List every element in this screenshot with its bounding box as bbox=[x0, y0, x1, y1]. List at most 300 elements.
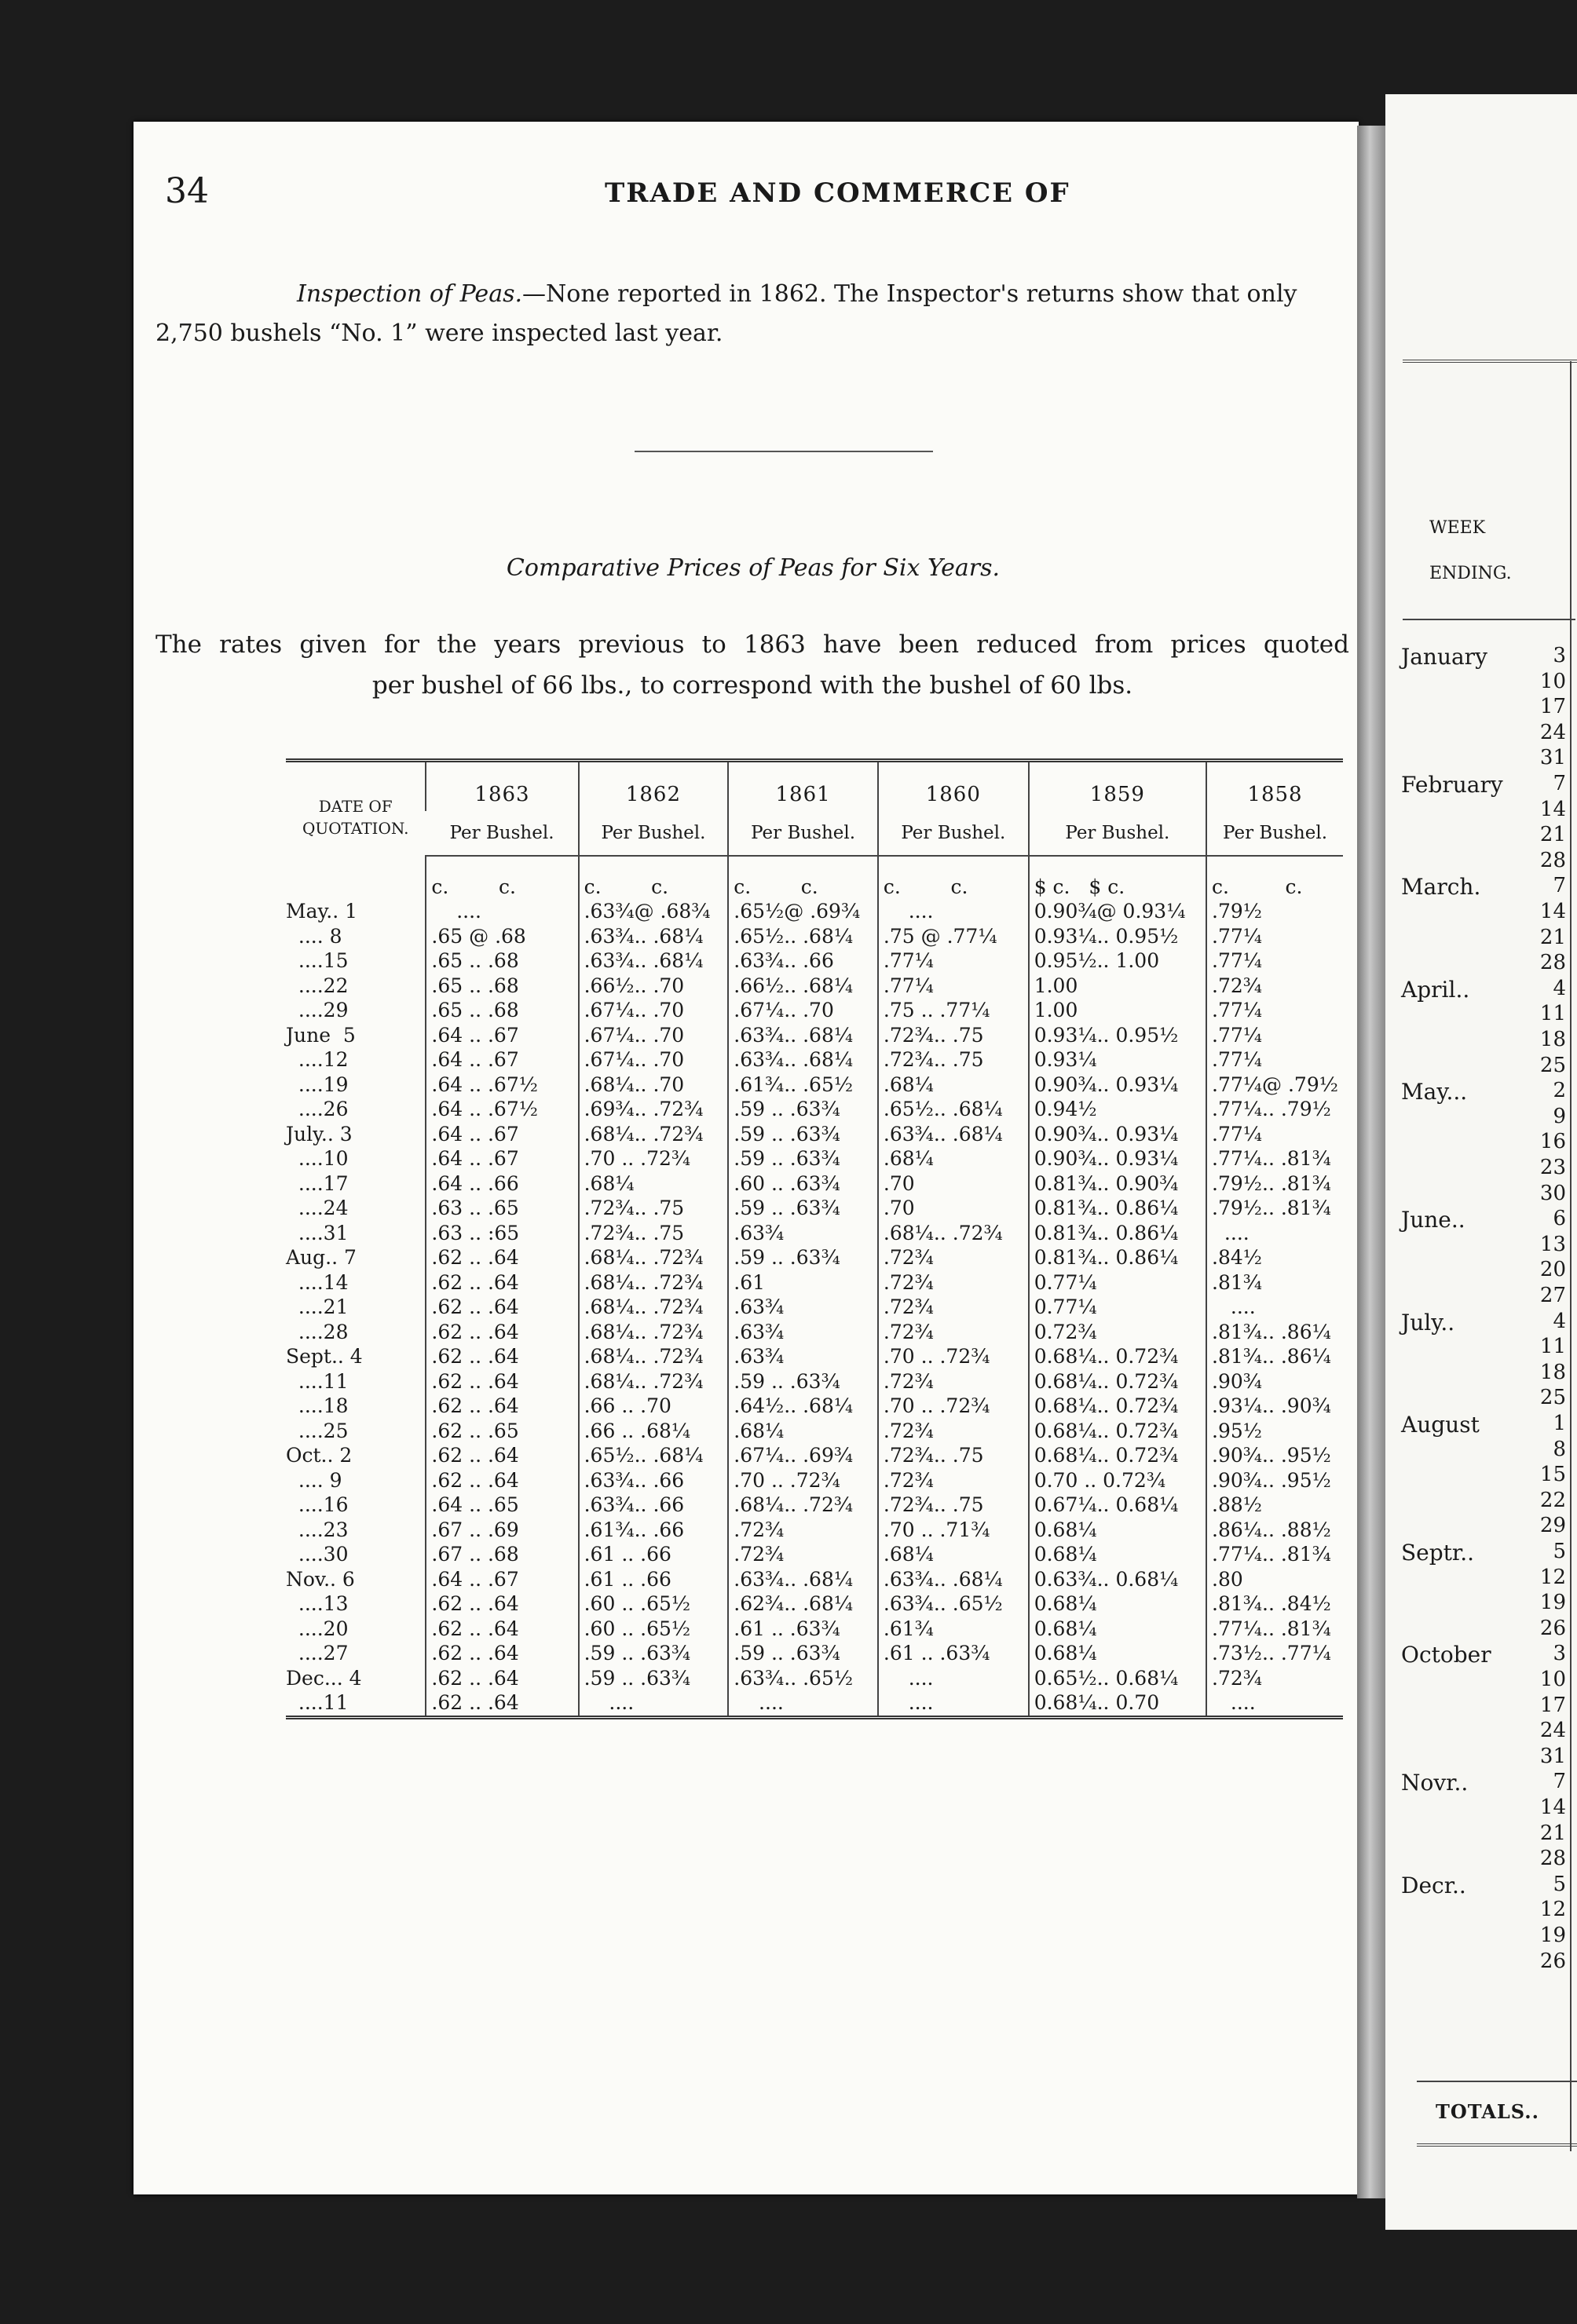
price-cell: .77¼.. .79½ bbox=[1206, 1097, 1343, 1122]
month-label: May... bbox=[1401, 1079, 1468, 1105]
price-cell: .... bbox=[1206, 1221, 1343, 1246]
table-row bbox=[286, 1047, 1343, 1072]
price-cell: 0.81¾.. 0.86¼ bbox=[1029, 1221, 1206, 1246]
price-cell: .68¼ bbox=[878, 1542, 1029, 1567]
price-cell: .... bbox=[1206, 1690, 1343, 1717]
week-day: 18 bbox=[1539, 1360, 1566, 1384]
price-cell: .65 @ .68 bbox=[426, 924, 578, 949]
price-cell: .59 .. .63¾ bbox=[728, 1369, 878, 1394]
week-day: 12 bbox=[1539, 1565, 1566, 1589]
price-cell: .63 .. :65 bbox=[426, 1221, 578, 1246]
per-bushel-header: Per Bushel. bbox=[1206, 811, 1343, 856]
week-day: 3 bbox=[1553, 644, 1566, 667]
week-day: 14 bbox=[1539, 1796, 1566, 1819]
price-cell: .64½.. .68¼ bbox=[728, 1394, 878, 1419]
week-day: 7 bbox=[1553, 1770, 1566, 1794]
price-cell: 0.68¼ bbox=[1029, 1641, 1206, 1666]
table-row bbox=[286, 1518, 1343, 1543]
per-bushel-header: Per Bushel. bbox=[878, 811, 1029, 856]
week-day: 25 bbox=[1539, 1386, 1566, 1410]
date-cell: Sept.. 4 bbox=[286, 1345, 363, 1368]
table-row bbox=[286, 1245, 1343, 1270]
week-day: 7 bbox=[1553, 874, 1566, 898]
date-cell: ....21 bbox=[286, 1295, 349, 1318]
price-cell: 1.00 bbox=[1029, 974, 1206, 999]
price-cell: .68¼.. .72¾ bbox=[728, 1493, 878, 1518]
date-header bbox=[286, 761, 426, 857]
price-cell: 0.68¼ bbox=[1029, 1591, 1206, 1617]
week-day: 28 bbox=[1539, 848, 1566, 872]
price-cell: .62 .. .64 bbox=[426, 1641, 578, 1666]
price-cell: 0.90¾.. 0.93¼ bbox=[1029, 1072, 1206, 1098]
table-row bbox=[286, 1320, 1343, 1345]
year-header: 1860 bbox=[878, 761, 1029, 812]
price-cell: .... bbox=[426, 899, 578, 924]
table-row bbox=[286, 974, 1343, 999]
month-label: March. bbox=[1401, 874, 1481, 901]
price-cell: .86¼.. .88½ bbox=[1206, 1518, 1343, 1543]
price-cell: 0.68¼.. 0.72¾ bbox=[1029, 1394, 1206, 1419]
price-cell: .64 .. .67 bbox=[426, 1122, 578, 1147]
price-cell: 0.93¼ bbox=[1029, 1047, 1206, 1072]
price-cell: .68¼.. .72¾ bbox=[878, 1221, 1029, 1246]
week-day: 19 bbox=[1539, 1591, 1566, 1615]
price-cell: 0.68¼ bbox=[1029, 1617, 1206, 1642]
price-cell: .63¾.. .66 bbox=[728, 948, 878, 974]
table-row bbox=[286, 1666, 1343, 1691]
date-cell: ....17 bbox=[286, 1171, 349, 1195]
price-cell: .64 .. .65 bbox=[426, 1493, 578, 1518]
week-day: 6 bbox=[1553, 1207, 1566, 1231]
price-cell: .63¾ bbox=[728, 1295, 878, 1320]
date-cell: ....24 bbox=[286, 1197, 349, 1219]
table-row bbox=[286, 1443, 1343, 1468]
week-day: 7 bbox=[1553, 772, 1566, 795]
week-day: 15 bbox=[1539, 1463, 1566, 1487]
price-cell: .63¾ bbox=[728, 1344, 878, 1369]
table-row bbox=[286, 1567, 1343, 1592]
week-day: 26 bbox=[1539, 1616, 1566, 1640]
week-day: 17 bbox=[1539, 1693, 1566, 1717]
week-day: 19 bbox=[1539, 1924, 1566, 1947]
price-cell: .65½@ .69¾ bbox=[728, 899, 878, 924]
week-day: 21 bbox=[1539, 823, 1566, 847]
price-cell: .70 .. .72¾ bbox=[878, 1344, 1029, 1369]
price-cell: .69¾.. .72¾ bbox=[579, 1097, 729, 1122]
table-row bbox=[286, 998, 1343, 1023]
week-day: 23 bbox=[1539, 1156, 1566, 1179]
week-day: 18 bbox=[1539, 1028, 1566, 1051]
price-cell: .77¼@ .79½ bbox=[1206, 1072, 1343, 1098]
date-cell: ....12 bbox=[286, 1048, 349, 1071]
price-cell: .61 .. .66 bbox=[579, 1567, 729, 1592]
price-cell: 0.81¾.. 0.86¼ bbox=[1029, 1196, 1206, 1221]
price-cell: .62 .. .64 bbox=[426, 1690, 578, 1717]
price-cell: .79½.. .81¾ bbox=[1206, 1196, 1343, 1221]
week-day: 21 bbox=[1539, 1821, 1566, 1845]
week-day: 1 bbox=[1553, 1412, 1566, 1435]
price-cell: 0.90¾.. 0.93¼ bbox=[1029, 1146, 1206, 1171]
price-cell: .77¼ bbox=[1206, 1047, 1343, 1072]
week-day: 28 bbox=[1539, 1847, 1566, 1871]
price-cell: .62 .. .64 bbox=[426, 1320, 578, 1345]
week-day: 4 bbox=[1553, 1309, 1566, 1333]
units-cell: c. c. bbox=[579, 856, 729, 899]
price-cell: .62¾.. .68¼ bbox=[728, 1591, 878, 1617]
week-day: 8 bbox=[1553, 1437, 1566, 1461]
date-cell: ....29 bbox=[286, 999, 349, 1021]
price-cell: .63¾.. .68¼ bbox=[728, 1567, 878, 1592]
price-cell: 0.95½.. 1.00 bbox=[1029, 948, 1206, 974]
table-title: Comparative Prices of Peas for Six Years. bbox=[506, 554, 1001, 582]
price-cell: 0.67¼.. 0.68¼ bbox=[1029, 1493, 1206, 1518]
week-day: 2 bbox=[1553, 1079, 1566, 1103]
price-cell: .62 .. .64 bbox=[426, 1617, 578, 1642]
price-cell: .63¾.. .68¼ bbox=[728, 1023, 878, 1048]
price-cell: 0.93¼.. 0.95½ bbox=[1029, 1023, 1206, 1048]
price-cell: .68¼ bbox=[728, 1419, 878, 1444]
price-cell: .63¾.. .65½ bbox=[878, 1591, 1029, 1617]
facing-column-rule bbox=[1570, 361, 1572, 2151]
price-cell: .63 .. .65 bbox=[426, 1196, 578, 1221]
price-cell: .65½.. .68¼ bbox=[878, 1097, 1029, 1122]
price-cell: .64 .. .67½ bbox=[426, 1097, 578, 1122]
week-day: 20 bbox=[1539, 1258, 1566, 1282]
price-cell: .64 .. .67½ bbox=[426, 1072, 578, 1098]
date-cell: ....19 bbox=[286, 1072, 349, 1096]
price-cell: .63¾.. .68¼ bbox=[878, 1122, 1029, 1147]
table-row bbox=[286, 948, 1343, 974]
price-cell: .62 .. .64 bbox=[426, 1394, 578, 1419]
table-row bbox=[286, 1617, 1343, 1642]
week-day: 28 bbox=[1539, 951, 1566, 975]
price-cell: .70 .. .71¾ bbox=[878, 1518, 1029, 1543]
price-cell: .62 .. .65 bbox=[426, 1419, 578, 1444]
date-cell: ....30 bbox=[286, 1543, 349, 1566]
facing-page bbox=[1385, 94, 1577, 2230]
date-cell: ....22 bbox=[286, 974, 349, 997]
month-label: October bbox=[1401, 1642, 1491, 1668]
price-cell: .70 bbox=[878, 1171, 1029, 1197]
table-row bbox=[286, 1023, 1343, 1048]
price-cell: .68¼.. .72¾ bbox=[579, 1344, 729, 1369]
table-row bbox=[286, 1690, 1343, 1717]
month-label: Septr.. bbox=[1401, 1540, 1475, 1566]
price-cell: .90¾ bbox=[1206, 1369, 1343, 1394]
price-cell: .77¼ bbox=[1206, 1122, 1343, 1147]
price-cell: .63¾.. .66 bbox=[579, 1493, 729, 1518]
month-label: June.. bbox=[1401, 1207, 1465, 1233]
week-day: 21 bbox=[1539, 925, 1566, 949]
year-header: 1858 bbox=[1206, 761, 1343, 812]
price-cell: .77¼ bbox=[878, 974, 1029, 999]
price-cell: 0.68¼ bbox=[1029, 1542, 1206, 1567]
price-cell: .63¾.. .68¼ bbox=[579, 924, 729, 949]
price-cell: .66½.. .70 bbox=[579, 974, 729, 999]
price-cell: 0.94½ bbox=[1029, 1097, 1206, 1122]
price-cell: .59 .. .63¾ bbox=[728, 1196, 878, 1221]
date-cell: ....31 bbox=[286, 1221, 349, 1244]
price-cell: 0.68¼.. 0.70 bbox=[1029, 1690, 1206, 1717]
year-header: 1862 bbox=[579, 761, 729, 812]
price-cell: .62 .. .64 bbox=[426, 1468, 578, 1493]
price-cell: .60 .. .65½ bbox=[579, 1617, 729, 1642]
price-cell: .70 .. .72¾ bbox=[728, 1468, 878, 1493]
date-cell: ....14 bbox=[286, 1270, 349, 1294]
price-cell: .72¾ bbox=[728, 1518, 878, 1543]
price-cell: .79½ bbox=[1206, 899, 1343, 924]
price-cell: .68¼.. .72¾ bbox=[579, 1320, 729, 1345]
price-cell: .90¾.. .95½ bbox=[1206, 1443, 1343, 1468]
price-cell: .68¼ bbox=[579, 1171, 729, 1197]
inspection-text: —None reported in 1862. The Inspector's returns show that only 2,750 bushels “No. 1” were inspected last year. bbox=[156, 280, 1297, 347]
price-cell: .70 .. .72¾ bbox=[878, 1394, 1029, 1419]
price-cell: .72¾ bbox=[1206, 974, 1343, 999]
price-cell: 0.68¼.. 0.72¾ bbox=[1029, 1344, 1206, 1369]
price-cell: .77¼.. .81¾ bbox=[1206, 1542, 1343, 1567]
table-row bbox=[286, 1344, 1343, 1369]
price-cell: .67¼.. .70 bbox=[579, 1047, 729, 1072]
units-row bbox=[286, 856, 1343, 899]
ending-header: ENDING. bbox=[1429, 564, 1512, 583]
week-day: 4 bbox=[1553, 976, 1566, 1000]
per-bushel-header: Per Bushel. bbox=[579, 811, 729, 856]
price-cell: 0.68¼.. 0.72¾ bbox=[1029, 1443, 1206, 1468]
week-day: 30 bbox=[1539, 1181, 1566, 1205]
date-cell: ....27 bbox=[286, 1642, 349, 1664]
price-cell: 0.70 .. 0.72¾ bbox=[1029, 1468, 1206, 1493]
table-row bbox=[286, 899, 1343, 924]
month-label: Novr.. bbox=[1401, 1770, 1469, 1796]
per-bushel-header: Per Bushel. bbox=[1029, 811, 1206, 856]
price-cell: .68¼.. .70 bbox=[579, 1072, 729, 1098]
week-day: 11 bbox=[1539, 1002, 1566, 1026]
intro-line-1: The rates given for the years previous to 1863 have been reduced from prices quoted bbox=[156, 630, 1349, 659]
units-cell: c. c. bbox=[426, 856, 578, 899]
year-header: 1861 bbox=[728, 761, 878, 812]
table-row bbox=[286, 1493, 1343, 1518]
prices-table bbox=[286, 758, 1343, 1719]
week-day: 29 bbox=[1539, 1514, 1566, 1538]
price-cell: .66 .. .68¼ bbox=[579, 1419, 729, 1444]
week-day: 17 bbox=[1539, 695, 1566, 719]
week-day: 26 bbox=[1539, 1949, 1566, 1973]
week-day: 5 bbox=[1553, 1872, 1566, 1896]
week-day: 3 bbox=[1553, 1642, 1566, 1666]
table-title-wrap bbox=[0, 554, 1577, 582]
price-cell: .84½ bbox=[1206, 1245, 1343, 1270]
date-cell: ....10 bbox=[286, 1147, 349, 1170]
week-day: 9 bbox=[1553, 1104, 1566, 1128]
price-cell: .95½ bbox=[1206, 1419, 1343, 1444]
price-cell: .77¼ bbox=[878, 948, 1029, 974]
week-day: 10 bbox=[1539, 669, 1566, 693]
price-cell: .68¼ bbox=[878, 1146, 1029, 1171]
price-cell: .77¼ bbox=[1206, 948, 1343, 974]
table-row bbox=[286, 1394, 1343, 1419]
table-row bbox=[286, 1369, 1343, 1394]
price-cell: .67¼.. .70 bbox=[728, 998, 878, 1023]
date-cell: June 5 bbox=[286, 1023, 356, 1047]
running-head: TRADE AND COMMERCE OF bbox=[605, 177, 1070, 209]
price-cell: .72¾ bbox=[878, 1468, 1029, 1493]
price-cell: .... bbox=[1206, 1295, 1343, 1320]
date-cell: Nov.. 6 bbox=[286, 1567, 355, 1591]
date-cell: ....23 bbox=[286, 1518, 349, 1541]
price-cell: .65½.. .68¼ bbox=[728, 924, 878, 949]
intro-line-2: per bushel of 66 lbs., to correspond with the bushel of 60 lbs. bbox=[371, 671, 1133, 700]
section-divider bbox=[635, 451, 933, 452]
price-cell: .66½.. .68¼ bbox=[728, 974, 878, 999]
price-cell: .... bbox=[878, 899, 1029, 924]
price-cell: .59 .. .63¾ bbox=[728, 1641, 878, 1666]
week-day: 24 bbox=[1539, 1719, 1566, 1743]
month-label: January bbox=[1401, 644, 1487, 670]
price-cell: .68¼.. .72¾ bbox=[579, 1270, 729, 1295]
price-cell: .72¾ bbox=[878, 1419, 1029, 1444]
price-cell: .68¼.. .72¾ bbox=[579, 1295, 729, 1320]
price-cell: .73½.. .77¼ bbox=[1206, 1641, 1343, 1666]
price-cell: .62 .. .64 bbox=[426, 1666, 578, 1691]
week-day: 27 bbox=[1539, 1284, 1566, 1307]
table-row bbox=[286, 1171, 1343, 1197]
table-row bbox=[286, 1295, 1343, 1320]
week-day: 5 bbox=[1553, 1540, 1566, 1563]
date-cell: ....25 bbox=[286, 1419, 349, 1442]
date-cell: Oct.. 2 bbox=[286, 1444, 353, 1467]
intro-paragraph bbox=[156, 624, 1349, 706]
units-cell: c. c. bbox=[1206, 856, 1343, 899]
price-cell: .61 .. .63¾ bbox=[878, 1641, 1029, 1666]
table-row bbox=[286, 1221, 1343, 1246]
price-cell: .72¾ bbox=[878, 1295, 1029, 1320]
price-cell: .59 .. .63¾ bbox=[728, 1146, 878, 1171]
price-cell: 0.63¾.. 0.68¼ bbox=[1029, 1567, 1206, 1592]
price-cell: .63¾@ .68¾ bbox=[579, 899, 729, 924]
facing-top-rule bbox=[1403, 360, 1577, 363]
price-cell: .64 .. .67 bbox=[426, 1047, 578, 1072]
price-cell: .62 .. .64 bbox=[426, 1369, 578, 1394]
price-cell: .62 .. .64 bbox=[426, 1443, 578, 1468]
date-cell: July.. 3 bbox=[286, 1122, 353, 1146]
table-row bbox=[286, 924, 1343, 949]
price-cell: .64 .. .67 bbox=[426, 1023, 578, 1048]
price-cell: 0.68¼ bbox=[1029, 1518, 1206, 1543]
price-cell: .77¼ bbox=[1206, 924, 1343, 949]
date-cell: Aug.. 7 bbox=[286, 1246, 357, 1269]
price-cell: .65½.. .68¼ bbox=[579, 1443, 729, 1468]
table-row bbox=[286, 1641, 1343, 1666]
date-header-line-1: DATE OF bbox=[318, 797, 393, 816]
price-cell: .60 .. .63¾ bbox=[728, 1171, 878, 1197]
price-cell: .63¾.. .68¼ bbox=[878, 1567, 1029, 1592]
price-cell: .... bbox=[878, 1666, 1029, 1691]
price-cell: .93¼.. .90¾ bbox=[1206, 1394, 1343, 1419]
facing-bottom-double-rule bbox=[1417, 2143, 1577, 2147]
price-cell: .72¾ bbox=[1206, 1666, 1343, 1691]
price-cell: 0.77¼ bbox=[1029, 1295, 1206, 1320]
price-cell: .67 .. .68 bbox=[426, 1542, 578, 1567]
price-cell: .67 .. .69 bbox=[426, 1518, 578, 1543]
price-cell: .63¾.. .65½ bbox=[728, 1666, 878, 1691]
price-cell: .70 bbox=[878, 1196, 1029, 1221]
units-cell: c. c. bbox=[878, 856, 1029, 899]
price-cell: .... bbox=[579, 1690, 729, 1717]
price-cell: .72¾ bbox=[878, 1245, 1029, 1270]
facing-bottom-rule bbox=[1417, 2081, 1577, 2082]
date-cell: ....20 bbox=[286, 1617, 349, 1640]
date-cell: ....16 bbox=[286, 1493, 349, 1516]
month-label: April.. bbox=[1401, 976, 1470, 1003]
price-cell: .63¾ bbox=[728, 1320, 878, 1345]
price-cell: 0.81¾.. 0.90¾ bbox=[1029, 1171, 1206, 1197]
price-cell: .81¾ bbox=[1206, 1270, 1343, 1295]
date-cell: .... 8 bbox=[286, 924, 342, 948]
price-cell: 0.93¼.. 0.95½ bbox=[1029, 924, 1206, 949]
price-cell: .... bbox=[728, 1690, 878, 1717]
table-row bbox=[286, 1097, 1343, 1122]
price-cell: .70 .. .72¾ bbox=[579, 1146, 729, 1171]
price-cell: .79½.. .81¾ bbox=[1206, 1171, 1343, 1197]
year-header: 1863 bbox=[426, 761, 578, 812]
week-day: 16 bbox=[1539, 1130, 1566, 1154]
price-cell: .59 .. .63¾ bbox=[728, 1245, 878, 1270]
price-cell: .62 .. .64 bbox=[426, 1245, 578, 1270]
price-cell: .63¾.. .66 bbox=[579, 1468, 729, 1493]
price-cell: .65 .. .68 bbox=[426, 974, 578, 999]
date-cell: .... 9 bbox=[286, 1468, 342, 1492]
totals-label: TOTALS.. bbox=[1436, 2100, 1539, 2123]
date-cell: ....26 bbox=[286, 1098, 349, 1120]
per-bushel-header: Per Bushel. bbox=[728, 811, 878, 856]
price-cell: .59 .. .63¾ bbox=[579, 1641, 729, 1666]
price-cell: .61 bbox=[728, 1270, 878, 1295]
price-cell: .64 .. .67 bbox=[426, 1567, 578, 1592]
date-cell: ....15 bbox=[286, 949, 349, 972]
price-cell: .67¼.. .70 bbox=[579, 1023, 729, 1048]
week-day: 22 bbox=[1539, 1488, 1566, 1512]
price-cell: .63¾ bbox=[728, 1221, 878, 1246]
page-number: 34 bbox=[165, 171, 209, 211]
price-cell: .80 bbox=[1206, 1567, 1343, 1592]
year-header: 1859 bbox=[1029, 761, 1206, 812]
date-cell: May.. 1 bbox=[286, 900, 358, 923]
units-cell: $ c. $ c. bbox=[1029, 856, 1206, 899]
price-cell: .63¾.. .68¼ bbox=[728, 1047, 878, 1072]
units-cell: c. c. bbox=[728, 856, 878, 899]
week-day: 13 bbox=[1539, 1232, 1566, 1256]
table-row bbox=[286, 1468, 1343, 1493]
table-row bbox=[286, 1542, 1343, 1567]
price-cell: .66 .. .70 bbox=[579, 1394, 729, 1419]
price-cell: 0.68¼.. 0.72¾ bbox=[1029, 1419, 1206, 1444]
price-cell: 0.68¼.. 0.72¾ bbox=[1029, 1369, 1206, 1394]
price-cell: .63¾.. .68¼ bbox=[579, 948, 729, 974]
price-cell: .67¼.. .69¾ bbox=[728, 1443, 878, 1468]
week-day: 14 bbox=[1539, 797, 1566, 821]
date-cell: ....11 bbox=[286, 1369, 349, 1393]
per-bushel-header: Per Bushel. bbox=[426, 811, 578, 856]
table-row bbox=[286, 1072, 1343, 1098]
table-row bbox=[286, 1196, 1343, 1221]
price-cell: 0.65½.. 0.68¼ bbox=[1029, 1666, 1206, 1691]
price-cell: .59 .. .63¾ bbox=[579, 1666, 729, 1691]
price-cell: .65 .. .68 bbox=[426, 948, 578, 974]
price-cell: .68¼.. .72¾ bbox=[579, 1369, 729, 1394]
price-cell: 0.77¼ bbox=[1029, 1270, 1206, 1295]
facing-header-rule bbox=[1403, 619, 1575, 620]
price-cell: .72¾.. .75 bbox=[579, 1221, 729, 1246]
